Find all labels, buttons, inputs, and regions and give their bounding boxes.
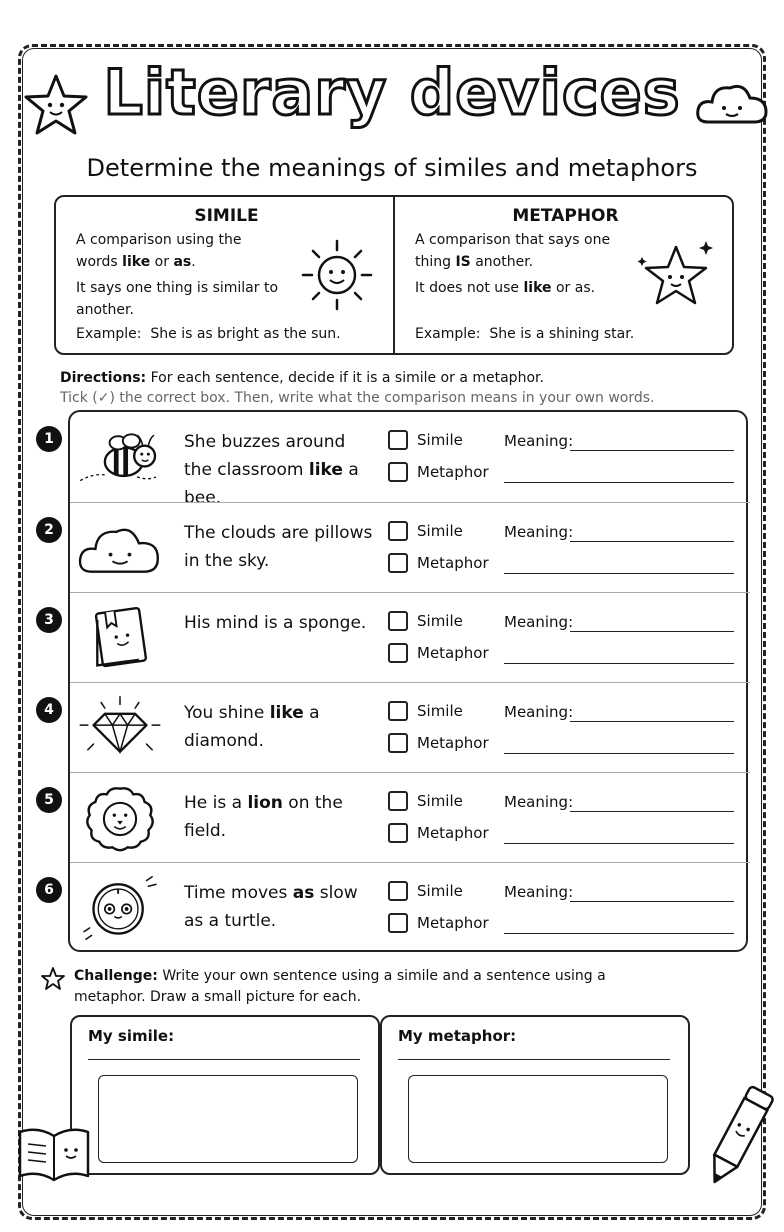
meaning-line-2[interactable]: [504, 753, 734, 754]
meaning-label: Meaning:: [504, 613, 574, 631]
meaning-line-1[interactable]: [570, 631, 734, 632]
metaphor-checkbox[interactable]: [388, 823, 408, 843]
metaphor-checkbox[interactable]: [388, 913, 408, 933]
meaning-line-2[interactable]: [504, 843, 734, 844]
sentence-keyword: like: [269, 703, 304, 723]
metaphor-line-2: [415, 277, 625, 299]
metaphor-definition: [393, 197, 732, 353]
metaphor-text-end: another.: [470, 254, 534, 270]
metaphor-option-label: Metaphor: [417, 914, 489, 932]
cloud-icon: [74, 513, 166, 583]
metaphor-example-text: She is a shining star.: [489, 326, 635, 342]
lion-icon: [74, 783, 166, 853]
shining-star-icon: [634, 233, 718, 317]
simile-checkbox[interactable]: [388, 521, 408, 541]
simile-option[interactable]: [388, 611, 463, 631]
item-number: 4: [36, 697, 62, 723]
metaphor-text-2: It does not use: [415, 280, 524, 296]
metaphor-option[interactable]: [388, 733, 489, 753]
diamond-icon: [74, 693, 166, 763]
challenge: [40, 966, 640, 1008]
metaphor-option[interactable]: [388, 553, 489, 573]
my-simile-panel: [70, 1015, 380, 1175]
simile-option[interactable]: [388, 430, 463, 450]
metaphor-checkbox[interactable]: [388, 643, 408, 663]
my-metaphor-writing-line[interactable]: [398, 1059, 670, 1060]
item-sentence: [184, 789, 374, 845]
simile-option-label: Simile: [417, 792, 463, 810]
meaning-line-1[interactable]: [570, 811, 734, 812]
simile-option-label: Simile: [417, 702, 463, 720]
simile-checkbox[interactable]: [388, 791, 408, 811]
my-metaphor-drawing-box[interactable]: [408, 1075, 668, 1163]
simile-checkbox[interactable]: [388, 701, 408, 721]
item-sentence: [184, 879, 374, 935]
metaphor-option-label: Metaphor: [417, 463, 489, 481]
metaphor-option[interactable]: [388, 462, 489, 482]
title-area: [0, 54, 784, 144]
challenge-text: Write your own sentence using a simile and a sentence using a metaphor. Draw a small picture for each.: [74, 968, 606, 1005]
simile-checkbox[interactable]: [388, 430, 408, 450]
sentence-part: Time moves: [184, 883, 293, 903]
metaphor-heading: METAPHOR: [512, 206, 619, 226]
simile-like-word: like: [122, 254, 151, 270]
open-book-icon: [14, 1122, 94, 1184]
simile-checkbox[interactable]: [388, 611, 408, 631]
simile-option[interactable]: [388, 881, 463, 901]
smiling-cloud-icon: [694, 76, 770, 130]
simile-line-2: It says one thing is similar to another.: [76, 280, 279, 318]
item-number: 5: [36, 787, 62, 813]
metaphor-option[interactable]: [388, 643, 489, 663]
exercise-item: [44, 412, 750, 508]
meaning-line-2[interactable]: [504, 573, 734, 574]
meaning-label: Meaning:: [504, 793, 574, 811]
sentence-part-end: on the field.: [184, 793, 343, 841]
exercise-item: [44, 682, 750, 772]
my-metaphor-label: My metaphor:: [398, 1027, 517, 1045]
pencil-icon: [704, 1078, 774, 1194]
sentence-keyword: like: [308, 460, 343, 480]
smiling-star-icon: [22, 72, 90, 140]
metaphor-option-label: Metaphor: [417, 734, 489, 752]
simile-heading: SIMILE: [194, 206, 259, 226]
meaning-line-2[interactable]: [504, 933, 734, 934]
sentence-part-end: a bee.: [184, 460, 359, 508]
directions-text: For each sentence, decide if it is a simile or a metaphor.: [150, 370, 544, 386]
exercise-item: [44, 862, 750, 952]
star-icon: [40, 966, 66, 992]
directions-label: Directions:: [60, 370, 147, 386]
metaphor-checkbox[interactable]: [388, 553, 408, 573]
simile-or: or: [150, 254, 174, 270]
metaphor-line-1: [415, 229, 625, 273]
directions-text-2: Tick (✓) the correct box. Then, write what the comparison means in your own words.: [60, 390, 655, 406]
meaning-label: Meaning:: [504, 703, 574, 721]
meaning-line-2[interactable]: [504, 663, 734, 664]
item-sentence: [184, 609, 374, 637]
simile-option[interactable]: [388, 701, 463, 721]
metaphor-is-word: IS: [455, 254, 471, 270]
item-number: 2: [36, 517, 62, 543]
meaning-line-1[interactable]: [570, 541, 734, 542]
meaning-line-2[interactable]: [504, 482, 734, 483]
sun-icon: [295, 233, 379, 317]
simile-definition: [56, 197, 393, 353]
simile-checkbox[interactable]: [388, 881, 408, 901]
metaphor-option-label: Metaphor: [417, 824, 489, 842]
sentence-part: She buzzes around the classroom: [184, 432, 346, 480]
simile-example-text: She is as bright as the sun.: [150, 326, 341, 342]
my-simile-drawing-box[interactable]: [98, 1075, 358, 1163]
meaning-line-1[interactable]: [570, 450, 734, 451]
directions: [60, 368, 654, 408]
meaning-label: Meaning:: [504, 523, 574, 541]
simile-line-1: [76, 229, 286, 273]
item-sentence: [184, 699, 374, 755]
metaphor-checkbox[interactable]: [388, 462, 408, 482]
metaphor-text-2-end: or as.: [551, 280, 596, 296]
exercise-list: [44, 410, 748, 952]
item-number: 6: [36, 877, 62, 903]
definitions-box: [54, 195, 734, 355]
simile-option[interactable]: [388, 791, 463, 811]
simile-option-label: Simile: [417, 882, 463, 900]
item-number: 1: [36, 426, 62, 452]
sentence-part: You shine: [184, 703, 270, 723]
my-simile-label: My simile:: [88, 1027, 175, 1045]
metaphor-option-label: Metaphor: [417, 644, 489, 662]
exercise-item: [44, 772, 750, 862]
metaphor-like-word: like: [523, 280, 552, 296]
challenge-label: Challenge:: [74, 968, 158, 984]
sentence-part-end: slow as a turtle.: [184, 883, 358, 931]
sentence-keyword: lion: [247, 793, 283, 813]
page-title: Literary devices: [103, 56, 681, 129]
meaning-line-1[interactable]: [570, 901, 734, 902]
simile-example-label: Example:: [76, 326, 142, 342]
metaphor-example: [415, 323, 715, 345]
sentence-keyword: as: [292, 883, 315, 903]
simile-period: .: [191, 254, 196, 270]
metaphor-option[interactable]: [388, 823, 489, 843]
simile-option-label: Simile: [417, 612, 463, 630]
item-number: 3: [36, 607, 62, 633]
sentence-part: His mind is a sponge.: [184, 613, 367, 633]
exercise-item: [44, 592, 750, 682]
book-icon: [74, 603, 166, 673]
sentence-part-end: a diamond.: [184, 703, 320, 751]
metaphor-option[interactable]: [388, 913, 489, 933]
simile-option[interactable]: [388, 521, 463, 541]
meaning-label: Meaning:: [504, 432, 574, 450]
meaning-label: Meaning:: [504, 883, 574, 901]
bee-icon: [74, 422, 166, 492]
item-sentence: [184, 428, 374, 512]
page-subtitle: Determine the meanings of similes and metaphors: [86, 154, 698, 182]
simile-text: A comparison using the words: [76, 232, 242, 270]
metaphor-option-label: Metaphor: [417, 554, 489, 572]
metaphor-checkbox[interactable]: [388, 733, 408, 753]
meaning-line-1[interactable]: [570, 721, 734, 722]
my-metaphor-panel: [380, 1015, 690, 1175]
exercise-item: [44, 502, 750, 592]
sentence-part: The clouds are pillows in the sky.: [184, 523, 373, 571]
metaphor-example-label: Example:: [415, 326, 481, 342]
item-sentence: [184, 519, 374, 575]
clock-icon: [74, 873, 166, 943]
sentence-part: He is a: [184, 793, 248, 813]
my-simile-writing-line[interactable]: [88, 1059, 360, 1060]
simile-example: [76, 323, 376, 345]
simile-as-word: as: [173, 254, 192, 270]
simile-option-label: Simile: [417, 522, 463, 540]
metaphor-text: A comparison that says one thing: [415, 232, 611, 270]
simile-option-label: Simile: [417, 431, 463, 449]
